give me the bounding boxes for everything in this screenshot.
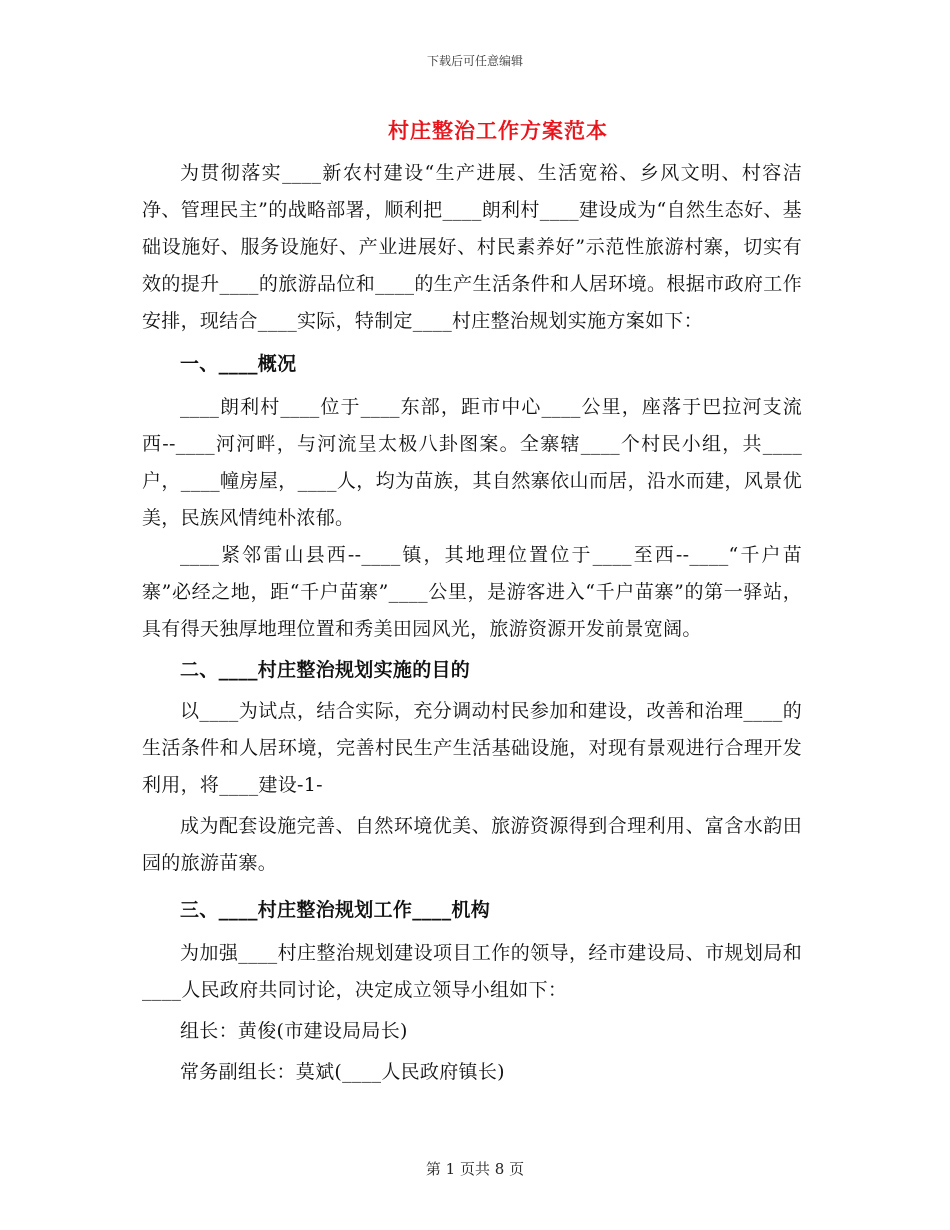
section-2-paragraph-1: 以____为试点，结合实际，充分调动村民参加和建设，改善和治理____的生活条件和人居环境，完善村民生产生活基础设施，对现有景观进行合理开发利用，将____建设-1- [142, 700, 802, 796]
section-2-heading: 二、____村庄整治规划实施的目的 [180, 659, 471, 681]
leader-item-2: 常务副组长：莫斌(____人民政府镇长) [180, 1061, 505, 1083]
page-footer: 第 1 页共 8 页 [425, 1160, 525, 1178]
section-2-paragraph-2: 成为配套设施完善、自然环境优美、旅游资源得到合理利用、富含水韵田园的旅游苗寨。 [142, 815, 802, 874]
page-header: 下载后可任意编辑 [426, 54, 523, 68]
section-1-paragraph-1: ____朗利村____位于____东部，距市中心____公里，座落于巴拉河支流西--____河河畔，与河流呈太极八卦图案。全寨辖____个村民小组，共____户，____幢房屋，____人，均为苗族，其自然寨依山而居，沿水而建，风景优美，民族风情纯朴浓郁。 [142, 396, 802, 529]
section-1-heading: 一、____概况 [180, 353, 297, 375]
document-body [142, 155, 802, 1091]
section-3-paragraph-1: 为加强____村庄整治规划建设项目工作的领导，经市建设局、市规划局和____人民政府共同讨论，决定成立领导小组如下： [142, 942, 802, 1001]
document-title: 村庄整治工作方案范本 [388, 118, 608, 143]
section-3-heading: 三、____村庄整治规划工作____机构 [180, 899, 491, 921]
intro-paragraph: 为贯彻落实____新农村建设“生产进展、生活宽裕、乡风文明、村容洁净、管理民主”的战略部署，顺利把____朗利村____建设成为“自然生态好、基础设施好、服务设施好、产业进展好、村民素养好”示范性旅游村寨，切实有效的提升____的旅游品位和____的生产生活条件和人居环境。根据市政府工作安排，现结合____实际，特制定____村庄整治规划实施方案如下： [142, 162, 802, 332]
section-1-paragraph-2: ____紧邻雷山县西--____镇，其地理位置位于____至西--____“千户苗寨”必经之地，距“千户苗寨”____公里，是游客进入“千户苗寨”的第一驿站，具有得天独厚地理位置和秀美田园风光，旅游资源开发前景宽阔。 [142, 544, 802, 640]
leader-item-1: 组长：黄俊(市建设局局长) [180, 1020, 408, 1042]
